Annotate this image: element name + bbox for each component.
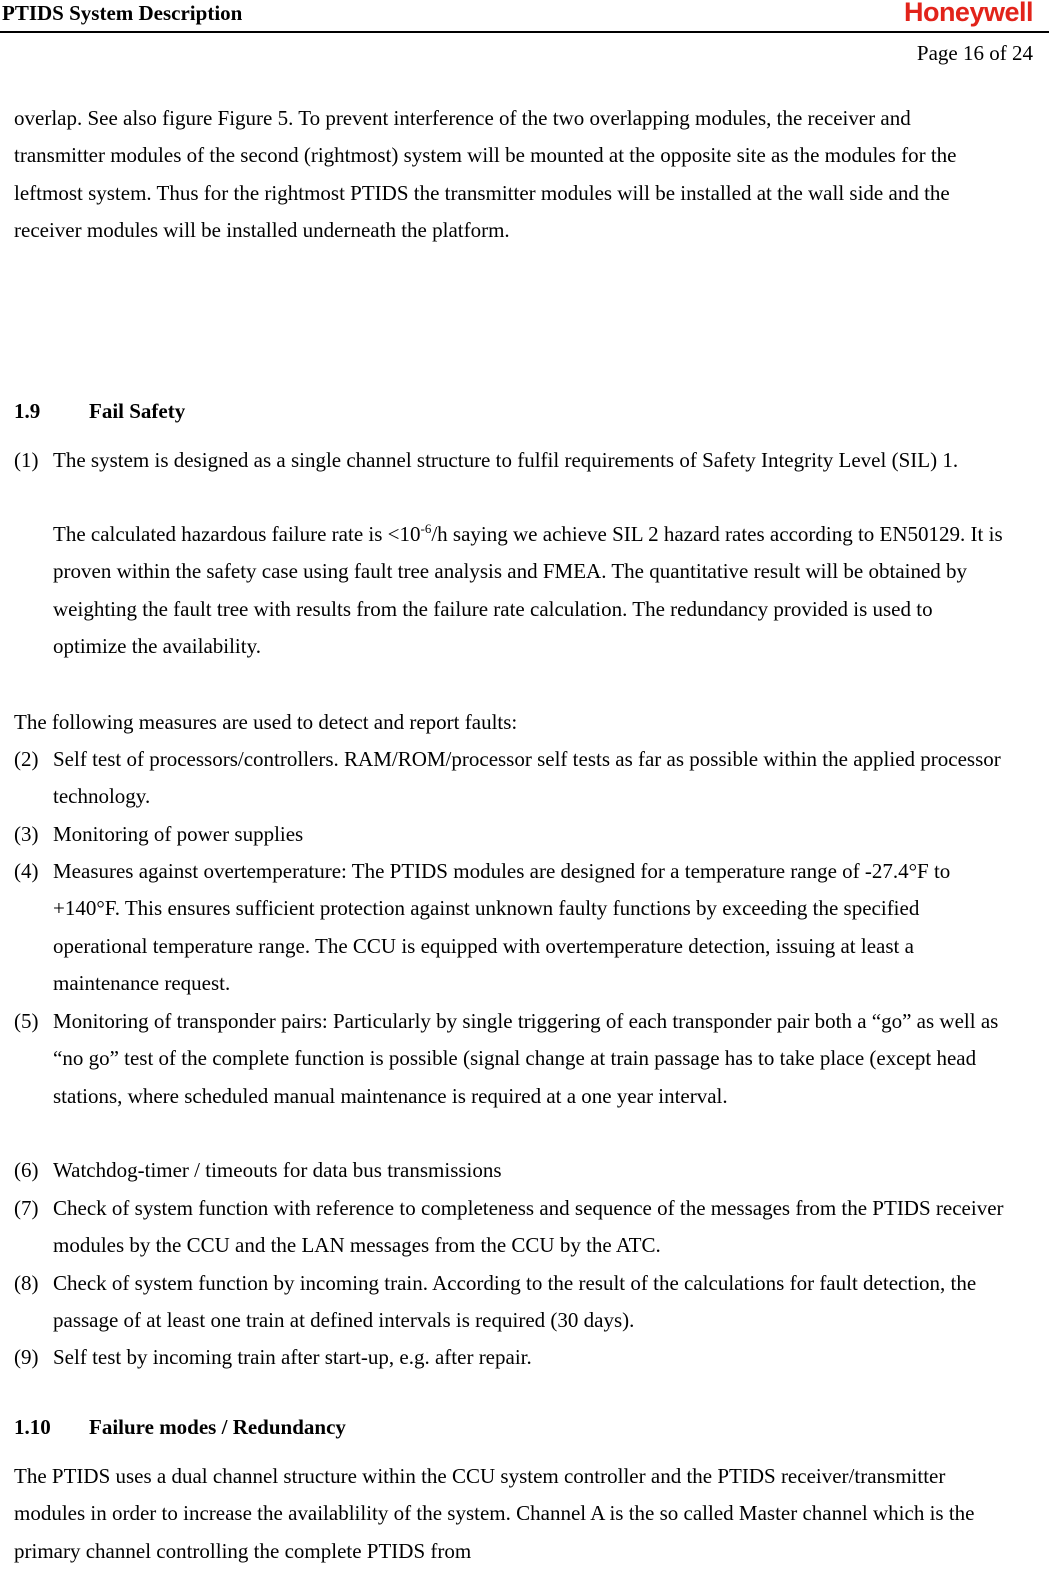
document-title: PTIDS System Description: [2, 1, 243, 25]
list-item: [14, 853, 1004, 1002]
list-marker: (9): [14, 1345, 39, 1369]
page-number: Page 16 of 24: [916, 41, 1033, 65]
list-item-text: Monitoring of power supplies: [53, 822, 304, 846]
list-marker: (8): [14, 1271, 39, 1295]
list-item: [14, 1339, 1004, 1376]
section-title: Fail Safety: [89, 399, 186, 423]
honeywell-logo: Honeywell: [903, 0, 1033, 27]
list-item-text: Self test by incoming train after start-up, e.g. after repair.: [53, 1345, 532, 1369]
list-item-text: Check of system function with reference to completeness and sequence of the messages from the PTIDS receiver modules by the CCU and the LAN messages from the CCU by the ATC.: [53, 1196, 1004, 1258]
section-number: 1.10: [14, 1415, 51, 1439]
failure-rate-text-end: /h saying we achieve SIL 2 hazard rates according to EN50129. It is proven within the safety case using fault tree analysis and FMEA. The quantitative result will be obtained by weighting the fault tree with results from the failure rate calculation. The redundancy provided is used to optimize the availability.: [53, 522, 1003, 658]
list-item-text: Check of system function by incoming train. According to the result of the calculations for fault detection, the passage of at least one train at defined intervals is required (30 days).: [53, 1271, 977, 1333]
list-item: [14, 741, 1004, 816]
redundancy-paragraph: The PTIDS uses a dual channel structure within the CCU system controller and the PTIDS receiver/transmitter modules in order to increase the availablility of the system. Channel A is the so called Master channel which is the primary channel controlling the complete PTIDS from: [14, 1464, 975, 1563]
list-marker: (6): [14, 1158, 39, 1182]
list-item-text: Self test of processors/controllers. RAM/ROM/processor self tests as far as possible within the applied processor technology.: [53, 747, 1001, 809]
list-marker: (3): [14, 822, 39, 846]
list-marker: (2): [14, 747, 39, 771]
list-item: [14, 1190, 1004, 1265]
list-marker: (7): [14, 1196, 39, 1220]
list-item-text: The system is designed as a single channel structure to fulfil requirements of Safety Integrity Level (SIL) 1.: [53, 448, 959, 472]
list-item-text: Watchdog-timer / timeouts for data bus transmissions: [53, 1158, 502, 1182]
measures-intro: The following measures are used to detect and report faults:: [14, 710, 518, 734]
section-title: Failure modes / Redundancy: [89, 1415, 346, 1439]
list-item-text: Measures against overtemperature: The PTIDS modules are designed for a temperature range of -27.4°F to +140°F. This ensures sufficient protection against unknown faulty functions by exceeding the specified operational temperature range. The CCU is equipped with overtemperature detection, issuing at least a maintenance request.: [53, 859, 951, 995]
list-marker: (5): [14, 1009, 39, 1033]
list-marker: (4): [14, 859, 39, 883]
list-item-text: Monitoring of transponder pairs: Particularly by single triggering of each transponder pair both a “go” as well as “no go” test of the complete function is possible (signal change at train passage has to take place (except head stations, where scheduled manual maintenance is required at a one year interval.: [53, 1009, 999, 1108]
list-item: [14, 442, 1004, 479]
header-divider: [0, 31, 1049, 33]
section-heading-fail-safety: [14, 398, 185, 424]
list-marker: (1): [14, 448, 39, 472]
section-number: 1.9: [14, 399, 41, 423]
list-item: [14, 1265, 1004, 1340]
list-item: [14, 816, 1004, 853]
failure-rate-paragraph: [53, 516, 1003, 665]
section-heading-failure-modes: [14, 1414, 346, 1440]
failure-rate-text-start: The calculated hazardous failure rate is <10: [53, 522, 421, 546]
intro-paragraph: overlap. See also figure Figure 5. To prevent interference of the two overlapping modules, the receiver and transmitter modules of the second (rightmost) system will be mounted at the opposite site as the modules for the leftmost system. Thus for the rightmost PTIDS the transmitter modules will be installed at the wall side and the receiver modules will be installed underneath the platform.: [14, 106, 957, 242]
list-item: [14, 1003, 1004, 1115]
failure-rate-exponent: -6: [420, 521, 432, 536]
list-item: [14, 1152, 1004, 1189]
